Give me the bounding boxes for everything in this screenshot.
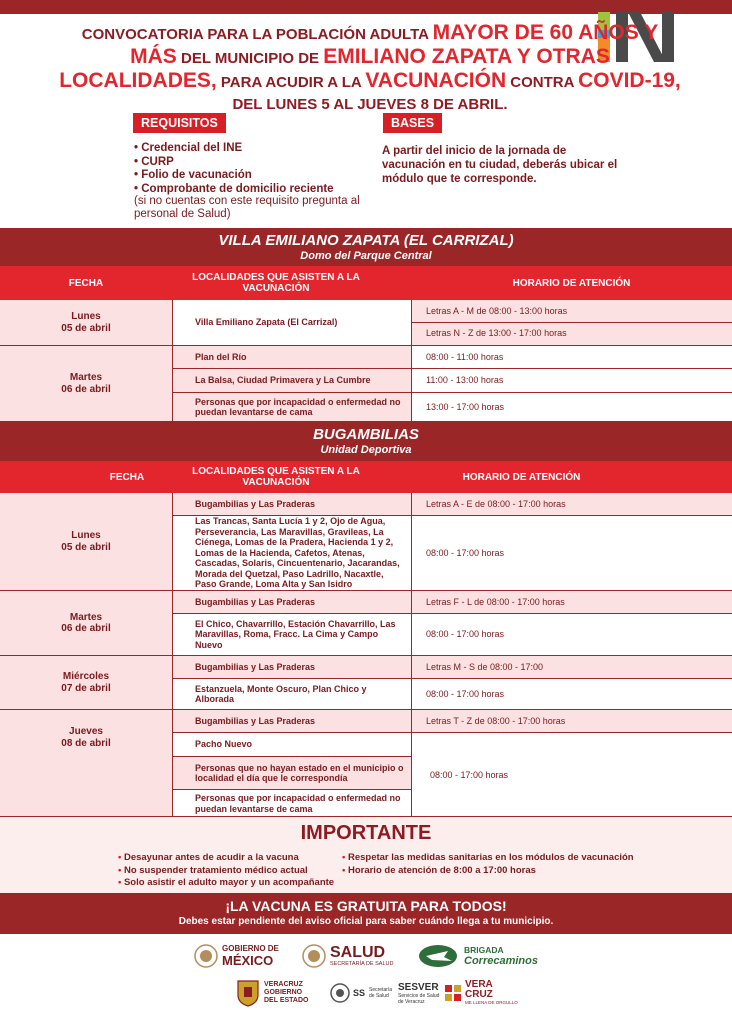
row-divider [411,322,732,323]
location-cell: Bugambilias y Las Praderas [172,710,411,732]
headline-line2-b: DEL MUNICIPIO DE [176,50,324,67]
headline-line2-c: EMILIANO ZAPATA Y OTRAS [323,45,610,68]
roadrunner-icon [418,943,460,969]
location-cell: Personas que por incapacidad o enfermedad no puedan levantarse de cama [172,790,411,817]
schedule-cell: Letras A - E de 08:00 - 17:00 horas [411,493,732,515]
footer-band [0,893,732,934]
schedule-cell: 08:00 - 11:00 horas [411,346,732,368]
location-cell: El Chico, Chavarrillo, Estación Chavarrillo, Las Maravillas, Roma, Fracc. La Cima y Campo Nuevo [172,614,411,655]
bases-tag: BASES [383,113,442,133]
location-cell: Las Trancas, Santa Lucía 1 y 2, Ojo de Agua, Perseverancia, Las Maravillas, Gravileas, La Ciénega, Lomas de la Pradera, Hacienda 1 y 2, Lomas de la Hacienda, Cafetos, Atenas, Cascadas, Solaris, Cincuentenario, Jacarandas, Morada del Quetzal, Paso Ladrillo, Nacaxtle, Paso Grande, Loma Alta y San Isidro [172,516,411,590]
cruz-label: CRUZ [465,989,493,1000]
site2-name: BUGAMBILIAS [313,426,419,443]
schedule-cell: Letras M - S de 08:00 - 17:00 [411,656,732,678]
location-cell: Personas que por incapacidad o enfermedad no puedan levantarse de cama [172,393,411,421]
schedule-cell: 08:00 - 17:00 horas [411,516,732,590]
veracruz-gobierno-label: VERACRUZ GOBIERNO DEL ESTADO [264,981,309,1004]
brigada-label: BRIGADA [464,945,504,955]
gobierno-mexico-logo [194,944,279,968]
gob-mexico-line2: MÉXICO [222,953,274,968]
row-divider [172,515,732,516]
headline-line3-c: VACUNACIÓN [365,69,507,92]
location-cell: Estanzuela, Monte Oscuro, Plan Chico y Alborada [172,679,411,709]
location-cell: La Balsa, Ciudad Primavera y La Cumbre [172,369,411,392]
headline-line2-a: MÁS [130,45,177,68]
veracruz-slogan: ME LLENA DE ORGULLO [465,1000,518,1005]
site1-column-header [0,266,732,300]
veracruz-orgullo-logo [444,980,518,1006]
schedule-cell: Letras T - Z de 08:00 - 17:00 horas [411,710,732,732]
requisito-item: • Folio de vacunación [134,169,374,183]
location-cell: Plan del Río [172,346,411,368]
veracruz-shield-icon [236,979,260,1007]
schedule-cell: 08:00 - 17:00 horas [411,679,732,709]
schedule-cell: 08:00 - 17:00 horas [411,733,732,817]
site2-place: Unidad Deportiva [320,444,412,456]
site2-band [0,421,732,461]
importante-title: IMPORTANTE [300,822,432,844]
schedule-cell: 13:00 - 17:00 horas [411,393,732,421]
location-cell: Villa Emiliano Zapata (El Carrizal) [172,300,411,345]
importante-list-left [118,852,338,890]
requisito-item: • Credencial del INE [134,142,374,156]
footer-subtitle: Debes estar pendiente del aviso oficial para saber cuándo llega a tu municipio. [178,916,554,927]
site2-column-header [0,461,732,493]
correcaminos-label: Correcaminos [464,955,538,967]
col-fecha: FECHA [109,471,145,483]
ss-sublabel: Secretaría de Salud [369,987,393,999]
site1-name: VILLA EMILIANO ZAPATA (EL CARRIZAL) [218,232,514,249]
row-divider [172,732,732,733]
row-divider [172,678,732,679]
schedule-cell: 11:00 - 13:00 horas [411,369,732,392]
schedule-cell: Letras F - L de 08:00 - 17:00 horas [411,591,732,613]
ss-logo [330,982,392,1004]
sesver-label: SESVER [398,982,439,993]
site1-place: Domo del Parque Central [300,250,432,262]
site1-band [0,228,732,266]
col-horario: HORARIO DE ATENCIÓN [512,277,631,289]
location-cell: Pacho Nuevo [172,733,411,756]
location-cell: Bugambilias y Las Praderas [172,591,411,613]
ss-seal-icon [330,982,350,1004]
location-cell: Personas que no hayan estado en el municipio o localidad el día que le correspondía [172,757,411,789]
sesver-logo [398,982,439,1005]
date-cell: Martes 06 de abril [0,591,172,655]
bases-text: A partir del inicio de la jornada de vacunación en tu ciudad, deberás ubicar el módulo que te corresponde. [382,145,618,185]
location-cell: Bugambilias y Las Praderas [172,656,411,678]
schedule-cell: Letras A - M de 08:00 - 13:00 horas [411,300,732,322]
date-cell: Jueves 08 de abril [0,710,172,817]
salud-logo [302,944,393,968]
col-fecha: FECHA [68,277,104,289]
requisito-item: • CURP [134,156,374,170]
importante-list-right [342,852,642,877]
pattern-icon [444,984,462,1002]
row-divider [172,756,411,757]
col-localidades: LOCALIDADES QUE ASISTEN A LA VACUNACIÓN [192,272,360,294]
date-cell: Lunes 05 de abril [0,300,172,345]
col-horario: HORARIO DE ATENCIÓN [462,471,581,483]
headline-line3-b: PARA ACUDIR A LA [216,74,366,91]
brigada-correcaminos-logo [418,943,538,969]
headline-line3-e: COVID-19, [578,69,681,92]
row-divider [172,392,732,393]
eagle-seal-icon [302,944,326,968]
requisito-item: • Comprobante de domicilio reciente [134,183,374,197]
gob-mexico-line1: GOBIERNO DE [222,944,279,953]
importante-item: • Solo asistir el adulto mayor y un acompañante [118,877,338,890]
row-divider [172,368,732,369]
headline [30,22,710,116]
importante-item: • Desayunar antes de acudir a la vacuna [118,852,338,865]
row-divider [172,789,411,790]
importante-item: • No suspender tratamiento médico actual [118,865,338,878]
col-localidades: LOCALIDADES QUE ASISTEN A LA VACUNACIÓN [192,466,360,488]
headline-line1-a: CONVOCATORIA PARA LA POBLACIÓN ADULTA [81,26,433,43]
importante-item: • Horario de atención de 8:00 a 17:00 horas [342,865,642,878]
salud-sublabel: SECRETARÍA DE SALUD [330,961,394,967]
schedule-cell: Letras N - Z de 13:00 - 17:00 horas [411,322,732,345]
ss-label: SS [353,988,366,998]
requisitos-note: (si no cuentas con este requisito pregunta al personal de Salud) [134,195,360,220]
requisitos-tag: REQUISITOS [133,113,226,133]
location-cell: Bugambilias y Las Praderas [172,493,411,515]
date-cell: Lunes 05 de abril [0,493,172,590]
footer-title: ¡LA VACUNA ES GRATUITA PARA TODOS! [225,898,507,914]
requisitos-list [134,142,374,196]
headline-line3-a: LOCALIDADES, [59,69,217,92]
eagle-seal-icon [194,944,218,968]
date-cell: Miércoles 07 de abril [0,656,172,709]
headline-line1-b: MAYOR DE 60 AÑOS Y [432,21,659,44]
vera-label: VERA [465,979,493,990]
importante-item: • Respetar las medidas sanitarias en los módulos de vacunación [342,852,642,865]
veracruz-gobierno-logo [236,979,308,1007]
date-cell: Martes 06 de abril [0,346,172,421]
headline-line4: DEL LUNES 5 AL JUEVES 8 DE ABRIL. [232,96,508,113]
sesver-sublabel: Servicios de Salud de Veracruz [398,993,440,1005]
row-divider [172,613,732,614]
headline-line3-d: CONTRA [506,74,579,91]
salud-label: SALUD [330,944,386,961]
schedule-cell: 08:00 - 17:00 horas [411,614,732,655]
